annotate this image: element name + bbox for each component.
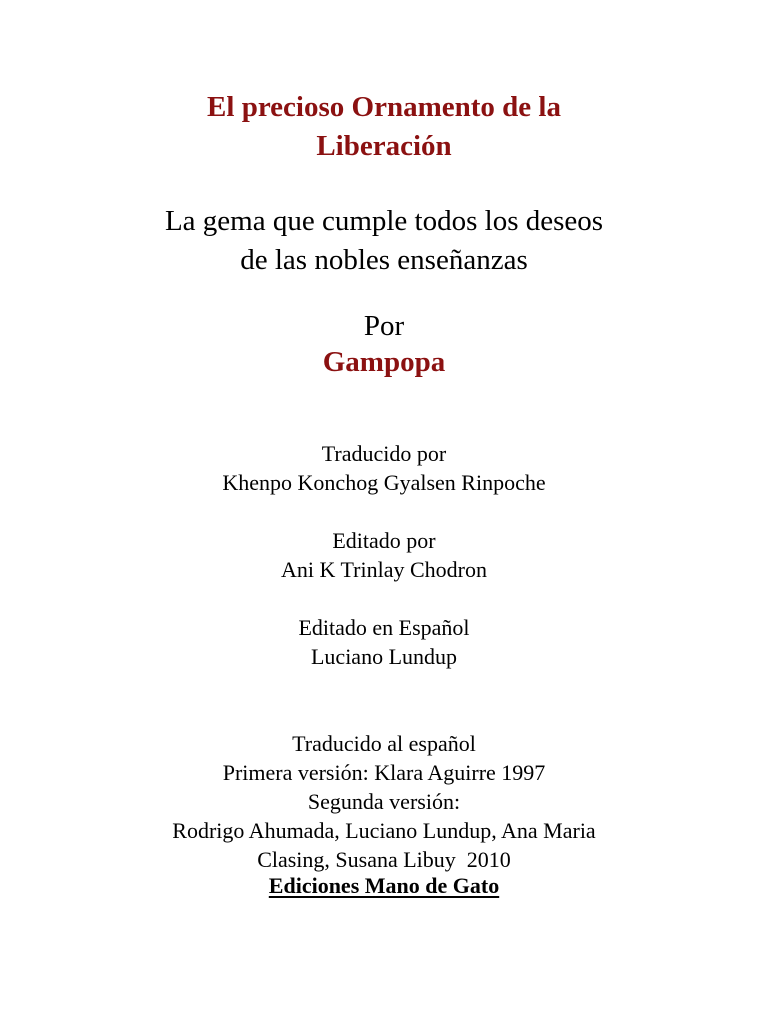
author-name (0, 344, 768, 381)
editor-credit (0, 526, 768, 584)
publisher-text: Ediciones Mano de Gato (268, 873, 500, 898)
translated-spanish-label: Traducido al español (292, 731, 476, 756)
second-version-label: Segunda versión: (307, 789, 461, 814)
book-subtitle (0, 202, 768, 280)
publisher-name (0, 871, 768, 900)
second-version-names-line-2: Clasing, Susana Libuy 2010 (257, 847, 511, 872)
spanish-editor-name: Luciano Lundup (310, 644, 458, 669)
translated-by-label: Traducido por (321, 441, 447, 466)
book-subtitle-line-2: de las nobles enseñanzas (240, 244, 528, 276)
byline-label (0, 308, 768, 345)
translator-name: Khenpo Konchog Gyalsen Rinpoche (222, 470, 546, 495)
book-title-line-1: El precioso Ornamento de la (207, 91, 561, 123)
first-version-text: Primera versión: Klara Aguirre 1997 (222, 760, 546, 785)
by-text: Por (363, 310, 405, 342)
spanish-editor-credit (0, 613, 768, 671)
edited-by-label: Editado por (332, 528, 436, 553)
author-text: Gampopa (322, 346, 446, 378)
editor-name: Ani K Trinlay Chodron (281, 557, 487, 582)
translator-credit (0, 439, 768, 497)
book-title (0, 88, 768, 166)
edited-spanish-label: Editado en Español (298, 615, 470, 640)
spanish-translation-credit (0, 729, 768, 874)
second-version-names-line-1: Rodrigo Ahumada, Luciano Lundup, Ana Maria (172, 818, 596, 843)
book-title-line-2: Liberación (316, 130, 452, 162)
book-subtitle-line-1: La gema que cumple todos los deseos (164, 205, 604, 237)
